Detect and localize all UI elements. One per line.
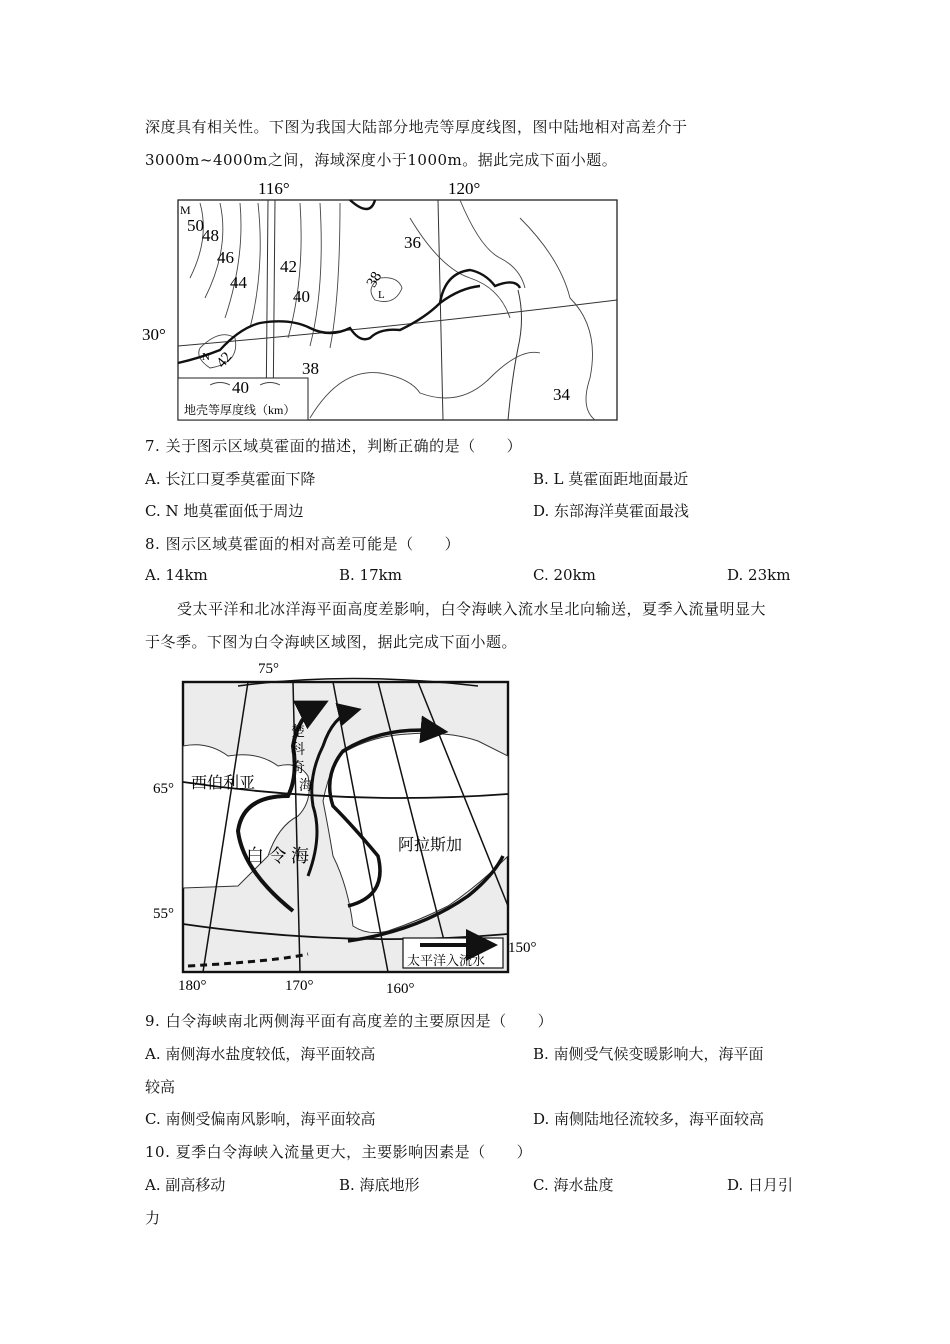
chukchi-sea-char-3: 奇: [291, 761, 305, 776]
contour-36-label: 36: [404, 233, 421, 252]
legend-text: 地壳等厚度线（km）: [184, 403, 296, 417]
contour-38-label: 38: [363, 269, 386, 291]
q7-option-b: B. L 莫霍面距地面最近: [533, 470, 689, 488]
q7-option-d: D. 东部海洋莫霍面最浅: [533, 502, 690, 520]
chukchi-sea-char-2: 科: [291, 743, 305, 758]
lat-55-label: 55°: [153, 906, 174, 922]
q9-option-a: A. 南侧海水盐度较低，海平面较高: [145, 1045, 376, 1063]
lat-75-label: 75°: [258, 661, 279, 677]
bering-strait-map: [148, 656, 548, 1001]
q8-option-c: C. 20km: [533, 566, 596, 584]
contour-42-south-label: 42: [213, 349, 236, 372]
q7-option-c: C. N 地莫霍面低于周边: [145, 502, 304, 520]
q8-stem: 8. 图示区域莫霍面的相对高差可能是（ ）: [145, 535, 461, 553]
chukchi-sea-char-1: 楚: [291, 725, 305, 740]
q9-option-b: B. 南侧受气候变暖影响大，海平面: [533, 1045, 764, 1063]
intro2-line-1: 受太平洋和北冰洋海平面高度差影响，白令海峡入流水呈北向输送，夏季入流量明显大: [177, 600, 767, 618]
q9-option-d: D. 南侧陆地径流较多，海平面较高: [533, 1110, 765, 1128]
contour-50-label: 50: [187, 216, 204, 235]
q9-option-c: C. 南侧受偏南风影响，海平面较高: [145, 1110, 376, 1128]
point-n-label: N: [202, 351, 210, 363]
contour-48-label: 48: [202, 226, 219, 245]
q10-option-a: A. 副高移动: [145, 1176, 226, 1194]
contour-46-label: 46: [217, 248, 234, 267]
q10-option-d: D. 日月引: [727, 1176, 794, 1194]
crust-thickness-map: [140, 178, 630, 428]
lat-30-label: 30°: [142, 325, 166, 344]
contour-34-label: 34: [553, 385, 570, 404]
intro-line-1: 深度具有相关性。下图为我国大陆部分地壳等厚度线图，图中陆地相对高差介于: [145, 118, 688, 136]
contour-44-label: 44: [230, 273, 247, 292]
lat-65-label: 65°: [153, 781, 174, 797]
point-l-label: L: [378, 289, 385, 301]
q10-option-b: B. 海底地形: [339, 1176, 420, 1194]
intro-line-2: 3000m~4000m之间，海域深度小于1000m。据此完成下面小题。: [145, 151, 618, 169]
bering-sea-label: 白 令 海: [246, 846, 309, 866]
lon-120-label: 120°: [448, 179, 481, 198]
q9-stem: 9. 白令海峡南北两侧海平面有高度差的主要原因是（ ）: [145, 1012, 554, 1030]
lon-150-label: 150°: [508, 940, 537, 956]
chukchi-sea-char-4: 海: [299, 779, 313, 794]
point-m-label: M: [180, 203, 191, 217]
lon-170-label: 170°: [285, 978, 314, 994]
contour-42-label: 42: [280, 257, 297, 276]
lon-180-label: 180°: [178, 978, 207, 994]
q10-stem: 10. 夏季白令海峡入流量更大，主要影响因素是（ ）: [145, 1143, 533, 1161]
q10-option-d-continued: 力: [145, 1209, 161, 1227]
q9-option-b-continued: 较高: [145, 1078, 176, 1096]
q8-option-a: A. 14km: [145, 566, 208, 584]
lon-160-label: 160°: [386, 981, 415, 997]
q7-option-a: A. 长江口夏季莫霍面下降: [145, 470, 316, 488]
q8-option-d: D. 23km: [727, 566, 791, 584]
legend-contour-value: 40: [232, 378, 249, 397]
legend-inflow-text: 太平洋入流水: [407, 953, 486, 968]
intro2-line-2: 于冬季。下图为白令海峡区域图，据此完成下面小题。: [145, 633, 518, 651]
q10-option-c: C. 海水盐度: [533, 1176, 614, 1194]
q8-option-b: B. 17km: [339, 566, 402, 584]
siberia-label: 西伯利亚: [191, 775, 256, 792]
contour-38-south-label: 38: [302, 359, 319, 378]
alaska-label: 阿拉斯加: [398, 837, 463, 854]
contour-40-label: 40: [293, 287, 310, 306]
lon-116-label: 116°: [258, 179, 290, 198]
q7-stem: 7. 关于图示区域莫霍面的描述，判断正确的是（ ）: [145, 437, 523, 455]
